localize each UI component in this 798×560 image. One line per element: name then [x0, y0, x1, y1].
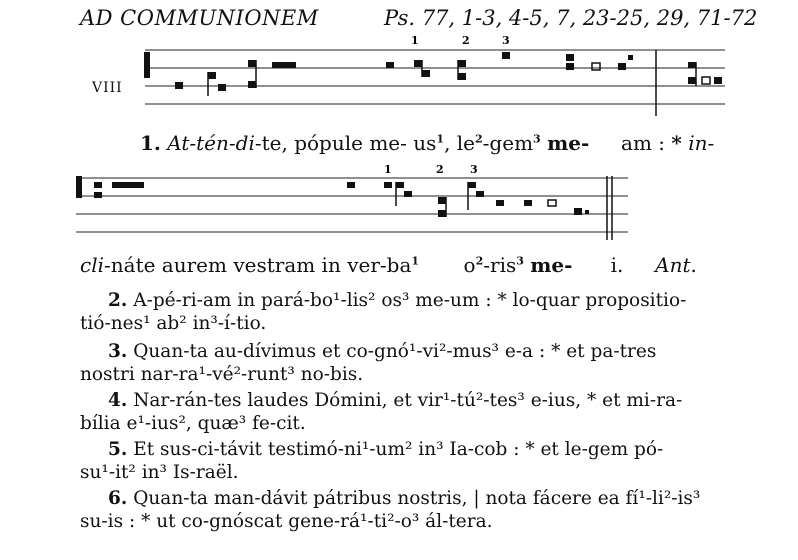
marker-1: 1 [384, 163, 392, 176]
psalm-reference: Ps. 77, 1-3, 4-5, 7, 23-25, 29, 71-72 [384, 6, 758, 30]
verse-4-line-1: 4. Nar-rán-tes laudes Dómini, et vir¹-tú²-tes³ e-ius, * et mi-ra- [108, 390, 683, 411]
verse-5-line-2: su¹-it² in³ Is-raël. [80, 462, 239, 483]
verse-2-line-1: 2. A-pé-ri-am in pará-bo¹-lis² os³ me-um : * lo-quar propositio- [108, 290, 687, 311]
verse-6-line-1: 6. Quan-ta man-dávit pátribus nostris, | nota fácere ea fí¹-li²-is³ [108, 488, 701, 509]
chant-staff-1 [140, 30, 730, 120]
verse-1-continuation: cli-náte aurem vestram in ver-ba$^1$ o$^2$-ris$^3$ me- i. Ant. [80, 253, 697, 277]
verse-6-line-2: su-is : * ut co-gnóscat gene-rá¹-ti²-o³ ál-tera. [80, 511, 493, 532]
verse-4-line-2: bília e¹-ius², quæ³ fe-cit. [80, 413, 306, 434]
marker-2: 2 [462, 34, 470, 47]
verse-3-line-1: 3. Quan-ta au-dívimus et co-gnó¹-vi²-mus³ e-a : * et pa-tres [108, 341, 657, 362]
mode-label: VIII [92, 80, 123, 96]
marker-3: 3 [470, 163, 478, 176]
c-clef [144, 52, 150, 78]
marker-3: 3 [502, 34, 510, 47]
verse-5-line-1: 5. Et sus-ci-távit testimó-ni¹-um² in³ Ia-cob : * et le-gem pó- [108, 439, 664, 460]
marker-2: 2 [436, 163, 444, 176]
chant-staff-2 [72, 160, 632, 240]
marker-1: 1 [411, 34, 419, 47]
verse-1-line: 1. At-tén-di-te, pópule me- us$^1$, le$^2$-gem$^3$ me- am : * in- [140, 131, 715, 155]
page-title: AD COMMUNIONEM [80, 6, 319, 30]
verse-3-line-2: nostri nar-ra¹-vé²-runt³ no-bis. [80, 364, 364, 385]
verse-2-line-2: tió-nes¹ ab² in³-í-tio. [80, 313, 267, 334]
